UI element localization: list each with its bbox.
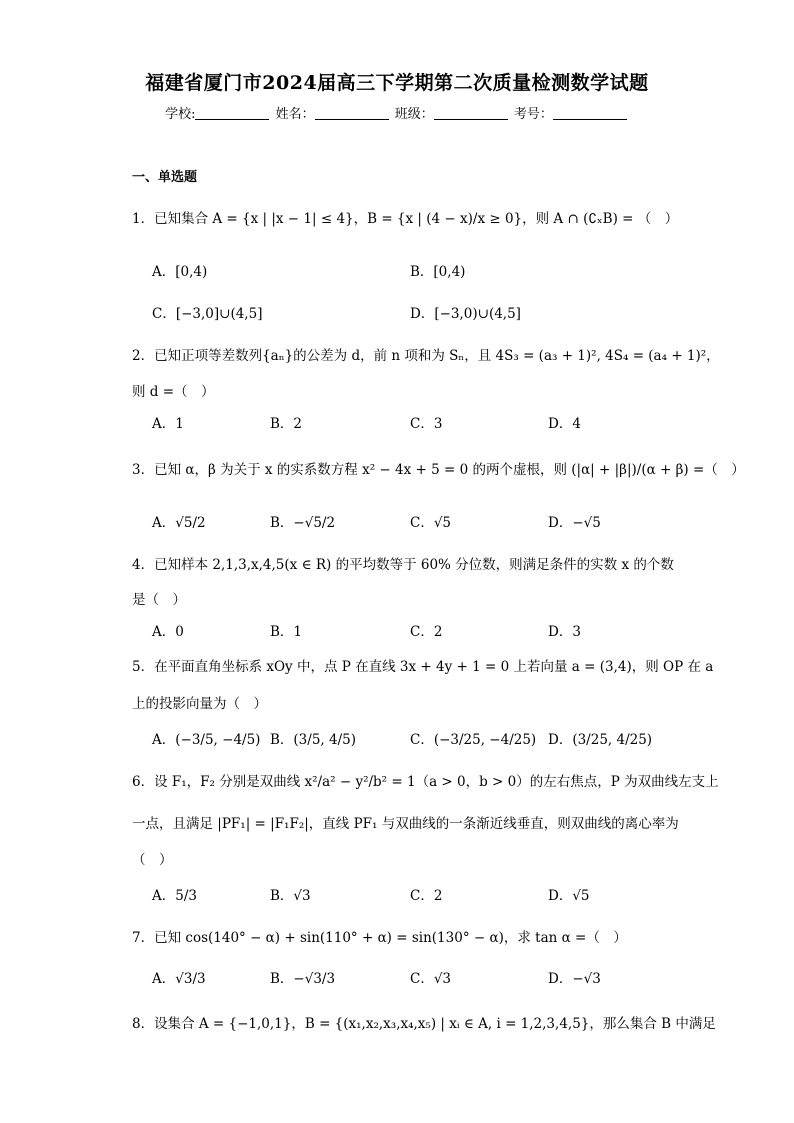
school-blank[interactable] (195, 107, 269, 120)
page-title: 福建省厦门市2024届高三下学期第二次质量检测数学试题 (145, 72, 649, 94)
q6-option-a[interactable]: A．5/3 (152, 888, 197, 904)
q6-option-b[interactable]: B．√3 (270, 888, 311, 904)
q2-option-c[interactable]: C．3 (410, 416, 443, 432)
q7-option-d[interactable]: D．−√3 (548, 971, 601, 987)
class-label: 班级： (394, 107, 434, 122)
q2-option-b[interactable]: B．2 (270, 416, 303, 432)
question-5-stem-line2: 上的投影向量为（ ） (132, 696, 267, 712)
question-2-stem-line2: 则 d =（ ） (132, 384, 215, 400)
question-6-stem-line1: 6．设 F₁，F₂ 分别是双曲线 x²/a² − y²/b² = 1（a > 0，b > 0）的左右焦点，P 为双曲线左支上 (132, 774, 719, 790)
name-label: 姓名： (275, 107, 315, 122)
q1-option-b[interactable]: B．[0,4) (410, 264, 466, 280)
name-blank[interactable] (315, 107, 389, 120)
question-3-stem: 3．已知 α，β 为关于 x 的实系数方程 x² − 4x + 5 = 0 的两个虚根，则 (|α| + |β|)/(α + β) =（ ） (132, 462, 745, 478)
q1-option-c[interactable]: C．[−3,0]∪(4,5] (152, 306, 263, 322)
q5-option-b[interactable]: B．(3/5, 4/5) (270, 732, 356, 748)
q7-option-c[interactable]: C．√3 (410, 971, 452, 987)
q2-option-d[interactable]: D．4 (548, 416, 581, 432)
question-6-stem-line2: 一点，且满足 |PF₁| = |F₁F₂|，直线 PF₁ 与双曲线的一条渐近线垂直，则双曲线的离心率为 (132, 816, 679, 832)
number-blank[interactable] (553, 107, 627, 120)
school-label: 学校: (165, 107, 196, 122)
q3-option-d[interactable]: D．−√5 (548, 515, 601, 531)
q3-option-b[interactable]: B．−√5/2 (270, 515, 336, 531)
question-5-stem-line1: 5．在平面直角坐标系 xOy 中，点 P 在直线 3x + 4y + 1 = 0 上若向量 a = (3,4)，则 OP 在 a (132, 659, 714, 675)
question-6-stem-line3: （ ） (132, 852, 173, 868)
question-8-stem: 8．设集合 A = {−1,0,1}，B = {(x₁,x₂,x₃,x₄,x₅) | xᵢ ∈ A, i = 1,2,3,4,5}，那么集合 B 中满足 (132, 1016, 716, 1032)
q7-option-a[interactable]: A．√3/3 (152, 971, 206, 987)
q3-option-a[interactable]: A．√5/2 (152, 515, 206, 531)
q7-option-b[interactable]: B．−√3/3 (270, 971, 336, 987)
q1-option-d[interactable]: D．[−3,0)∪(4,5] (410, 306, 521, 322)
question-1-stem: 1．已知集合 A = {x | |x − 1| ≤ 4}，B = {x | (4 − x)/x ≥ 0}，则 A ∩ (∁ₓB) = （ ） (132, 211, 679, 227)
question-4-stem-line2: 是（ ） (132, 592, 186, 608)
q2-option-a[interactable]: A．1 (152, 416, 184, 432)
student-info (0, 103, 794, 122)
section-title: 一、单选题 (132, 170, 198, 185)
q4-option-d[interactable]: D．3 (548, 624, 581, 640)
question-4-stem-line1: 4．已知样本 2,1,3,x,4,5(x ∈ R) 的平均数等于 60% 分位数，则满足条件的实数 x 的个数 (132, 557, 674, 573)
question-2-stem-line1: 2．已知正项等差数列{aₙ}的公差为 d，前 n 项和为 Sₙ，且 4S₃ = (a₃ + 1)², 4S₄ = (a₄ + 1)²， (132, 348, 720, 364)
q6-option-d[interactable]: D．√5 (548, 888, 590, 904)
q4-option-a[interactable]: A．0 (152, 624, 184, 640)
number-label: 考号： (513, 107, 553, 122)
class-blank[interactable] (434, 107, 508, 120)
q6-option-c[interactable]: C．2 (410, 888, 443, 904)
q4-option-b[interactable]: B．1 (270, 624, 303, 640)
q5-option-d[interactable]: D．(3/25, 4/25) (548, 732, 653, 748)
q1-option-a[interactable]: A．[0,4) (152, 264, 208, 280)
q5-option-c[interactable]: C．(−3/25, −4/25) (410, 732, 537, 748)
question-7-stem: 7．已知 cos(140° − α) + sin(110° + α) = sin(130° − α)，求 tan α =（ ） (132, 930, 627, 946)
q3-option-c[interactable]: C．√5 (410, 515, 452, 531)
q5-option-a[interactable]: A．(−3/5, −4/5) (152, 732, 261, 748)
q4-option-c[interactable]: C．2 (410, 624, 443, 640)
